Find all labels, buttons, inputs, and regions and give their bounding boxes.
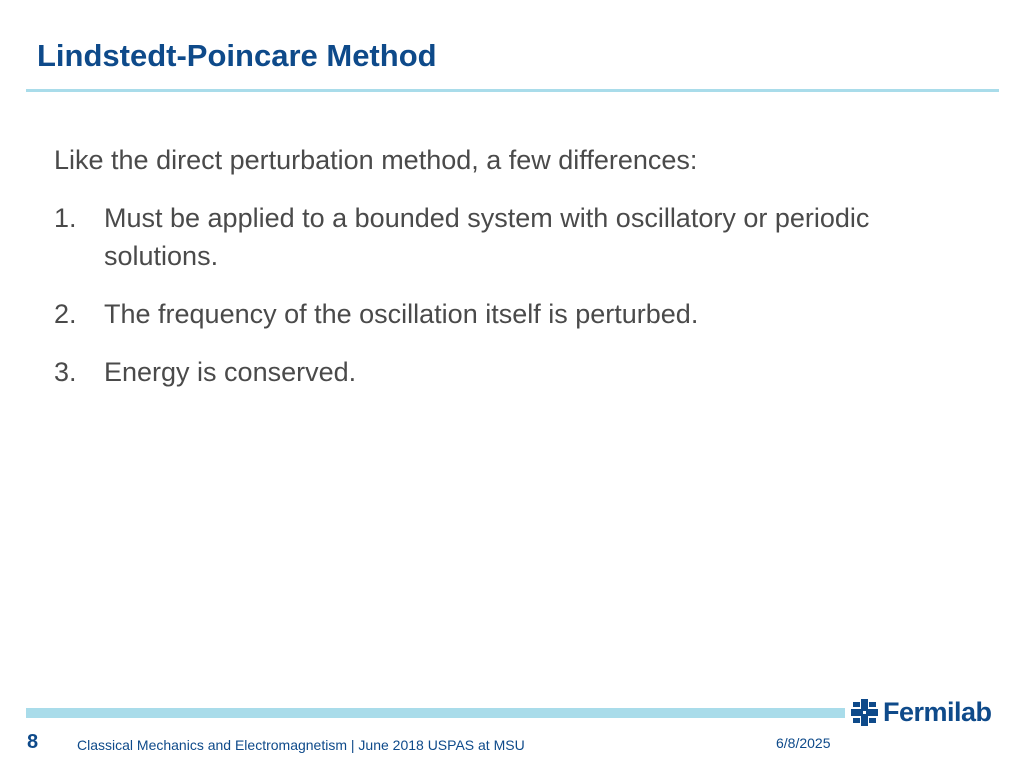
list-number: 1. xyxy=(54,203,77,233)
footer-date: 6/8/2025 xyxy=(776,735,831,751)
list-item xyxy=(54,199,954,275)
list-text: The frequency of the oscillation itself is perturbed. xyxy=(104,299,699,329)
fermilab-logo-icon xyxy=(851,699,878,726)
fermilab-logo xyxy=(851,697,992,727)
list-text: Must be applied to a bounded system with oscillatory or periodic solutions. xyxy=(104,203,870,271)
intro-text: Like the direct perturbation method, a few differences: xyxy=(54,145,698,175)
logo-text: Fermilab xyxy=(883,697,992,727)
slide-title: Lindstedt-Poincare Method xyxy=(37,38,437,73)
slide-content xyxy=(54,141,954,411)
list-text: Energy is conserved. xyxy=(104,357,357,387)
list-item xyxy=(54,353,954,391)
footer-text: Classical Mechanics and Electromagnetism | June 2018 USPAS at MSU xyxy=(77,737,525,753)
title-divider xyxy=(26,89,999,92)
list-number: 2. xyxy=(54,299,77,329)
list-number: 3. xyxy=(54,357,77,387)
list-item xyxy=(54,295,954,333)
footer-bar xyxy=(26,708,845,718)
page-number: 8 xyxy=(27,731,39,753)
